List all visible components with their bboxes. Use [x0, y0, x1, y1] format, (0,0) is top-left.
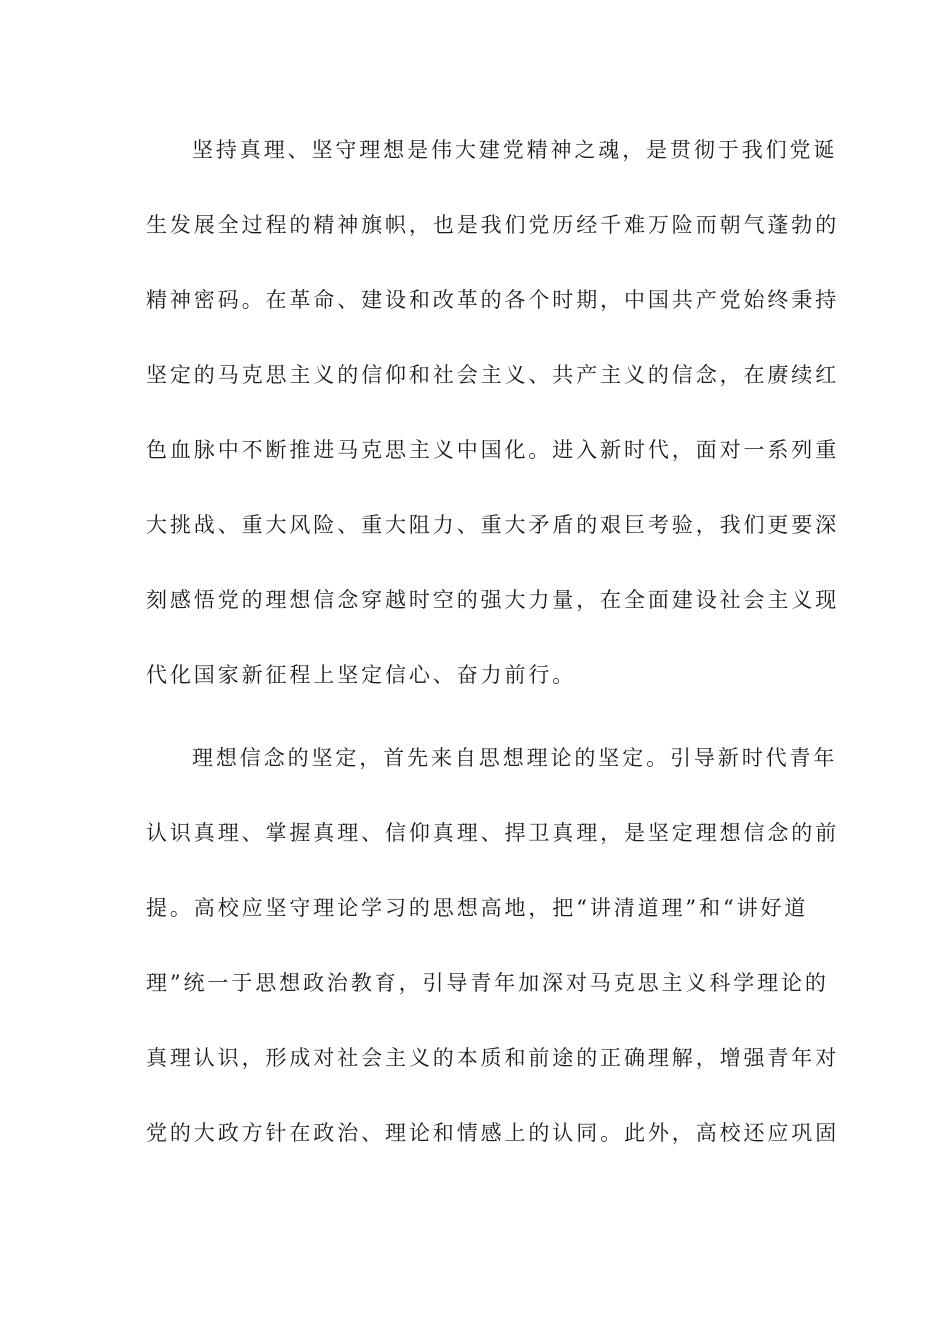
paragraph-2-line-3: 提。高校应坚守理论学习的思想高地，把“讲清道理”和“讲好道 [146, 896, 809, 920]
paragraph-1-line-4: 坚定的马克思主义的信仰和社会主义、共产主义的信念，在赓续红 [146, 363, 840, 387]
paragraph-1-line-6: 大挑战、重大风险、重大阻力、重大矛盾的艰巨考验，我们更要深 [146, 513, 840, 537]
paragraph-1-line-8: 代化国家新征程上坚定信心、奋力前行。 [146, 663, 577, 687]
paragraph-2-line-6: 党的大政方针在政治、理论和情感上的认同。此外，高校还应巩固 [146, 1121, 840, 1145]
paragraph-1-line-3: 精神密码。在革命、建设和改革的各个时期，中国共产党始终秉持 [146, 288, 840, 312]
paragraph-2-line-5: 真理认识，形成对社会主义的本质和前途的正确理解，增强青年对 [146, 1046, 840, 1070]
paragraph-1-line-7: 刻感悟党的理想信念穿越时空的强大力量，在全面建设社会主义现 [146, 588, 840, 612]
paragraph-2-line-2: 认识真理、掌握真理、信仰真理、捍卫真理，是坚定理想信念的前 [146, 821, 840, 845]
paragraph-1-line-1: 坚持真理、坚守理想是伟大建党精神之魂，是贯彻于我们党诞 [192, 138, 838, 162]
paragraph-2-line-1: 理想信念的坚定，首先来自思想理论的坚定。引导新时代青年 [192, 746, 838, 770]
paragraph-1-line-2: 生发展全过程的精神旗帜，也是我们党历经千难万险而朝气蓬勃的 [146, 213, 840, 237]
paragraph-1-line-5: 色血脉中不断推进马克思主义中国化。进入新时代，面对一系列重 [146, 438, 840, 462]
paragraph-2-line-4: 理”统一于思想政治教育，引导青年加深对马克思主义科学理论的 [146, 971, 829, 995]
